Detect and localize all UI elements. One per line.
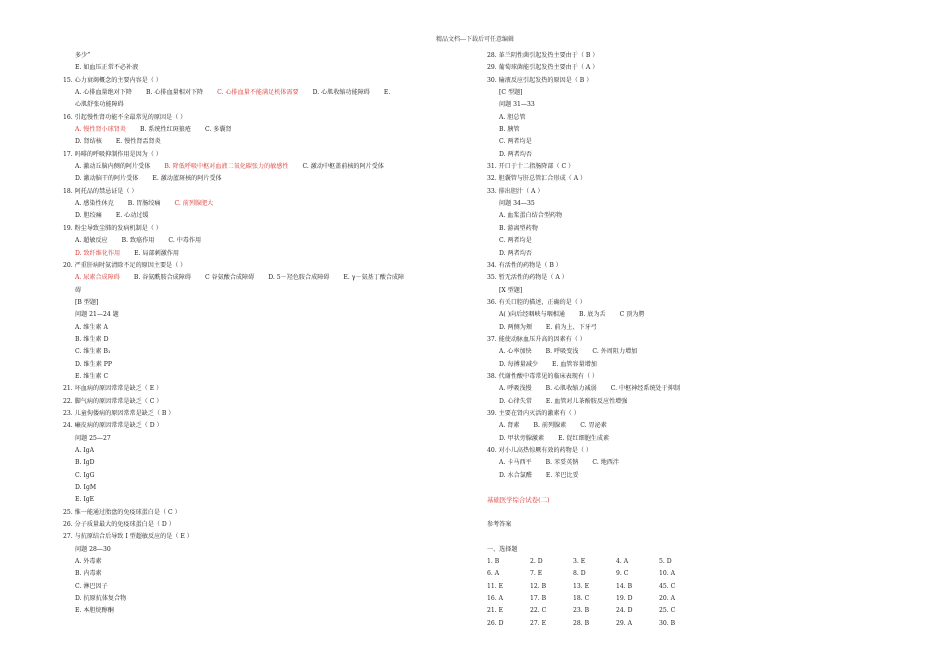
answer-row (487, 581, 887, 593)
option-text: D. 水合氯醛 (499, 471, 532, 479)
option-text: B. 呼吸变浅 (545, 348, 579, 356)
option-text: E. 激动蓝斑核的阿片受体 (152, 175, 222, 183)
answer-item: 22. C (530, 607, 547, 615)
answer-item: 29. A (616, 619, 633, 627)
text-line: B. 胰管 (499, 126, 520, 134)
reference-title: 参考答案 (487, 521, 512, 529)
answer-item: 30. B (659, 619, 676, 627)
text-line: E. 本胆烷醇酮 (75, 607, 114, 615)
answer-item: 2. D (530, 558, 543, 566)
option-text: D. 5－羟色胺合成障碍 (268, 274, 330, 282)
text-line: [B 型题] (75, 298, 99, 306)
option-text: E. 血管容量增加 (552, 360, 597, 368)
option-text: B. 系统性红斑狼疮 (139, 126, 191, 134)
answer-item: 6. A (487, 570, 500, 578)
text-line: 39. 主要在肾内灭活的激素有（ ） (487, 409, 580, 417)
text-line: 15. 心力衰竭概念的主要内容是（ ） (63, 76, 162, 84)
answer-item: 13. E (573, 582, 590, 590)
answer-item: 11. E (487, 582, 504, 590)
option-text: E. γ－氨基丁酸合成障 (343, 274, 405, 282)
text-line (487, 346, 887, 358)
option-text: D. 肾结核 (75, 138, 102, 146)
text-line: 27. 与抗原结合后导致 I 型超敏反应的是（ E ） (63, 533, 193, 541)
answer-item: 45. C (659, 582, 676, 590)
answer-grid (487, 556, 887, 630)
text-line: 18. 阿托品的禁忌证是（ ） (63, 187, 138, 195)
text-line: 35. 暂无活性的药物是（ A ） (487, 274, 568, 282)
text-line: 问题 28—30 (75, 545, 111, 553)
option-text: D. 心律失常 (499, 397, 532, 405)
option-text: C. 胃泌素 (580, 422, 607, 430)
text-line: 38. 代谢性酸中毒常见的临床表现有（ ） (487, 372, 599, 380)
option-text: A. 感染性休克 (75, 200, 114, 208)
right-questions (487, 50, 887, 482)
answer-row (487, 556, 887, 568)
highlighted-option: C. 心排血量不能满足机体需要 (217, 89, 299, 97)
option-text: A. 肾素 (499, 422, 520, 430)
text-line: E. 如血压正常不必补液 (75, 64, 139, 72)
text-line: 问题 34—35 (499, 200, 535, 208)
option-text: C. 地西泮 (592, 459, 619, 467)
text-line: A. 外毒素 (75, 558, 102, 566)
text-line (487, 383, 887, 395)
answer-item: 7. E (530, 570, 543, 578)
right-column (487, 50, 887, 630)
text-line: 问题 31—33 (499, 101, 535, 109)
option-text: C. 多囊肾 (204, 126, 232, 134)
answer-item: 18. C (573, 595, 590, 603)
option-text: E. (383, 89, 391, 97)
answer-item: 4. A (616, 558, 629, 566)
answer-item: 8. D (573, 570, 586, 578)
option-text: D. 心肌收缩功能障碍 (312, 89, 370, 97)
text-line: D. 两者均否 (499, 249, 532, 257)
text-line (487, 457, 887, 469)
text-line: 40. 对小儿高热惊厥有效的药物是（ ） (487, 447, 592, 454)
answers-title: 基础医学综合试卷(二) (487, 496, 550, 505)
option-text: C. 中枢神经系统处于抑制 (610, 385, 680, 393)
option-text: A. 心率加快 (499, 348, 532, 356)
option-text: C. 激动中枢盖前核的阿片受体 (302, 163, 384, 171)
option-text: B. 胃肠绞痛 (127, 200, 161, 208)
text-line: 多少” (75, 52, 91, 59)
text-line: A. 维生素 A (75, 323, 108, 331)
answer-item: 16. A (487, 595, 504, 603)
text-line: 37. 能使动脉血压升高的因素有（ ） (487, 335, 586, 343)
text-line: 25. 惟一能通过胎盘的免疫球蛋白是（ C ） (63, 508, 181, 516)
text-line: 问题 25—27 (75, 434, 111, 442)
text-line: 16. 引起慢性肾功能不全最常见的原因是（ ） (63, 113, 187, 121)
answer-row (487, 618, 887, 630)
text-line: 21. 坏血病的原因常常是缺乏（ E ） (63, 385, 163, 393)
option-text: C. 中毒作用 (168, 237, 202, 245)
text-line: C. IgG (75, 471, 95, 479)
option-text: A. 卡马西平 (499, 459, 532, 467)
option-text: B. 底为舌 (578, 311, 606, 319)
option-text: B. 前列腺素 (533, 422, 567, 430)
text-line: [X 型题] (499, 286, 523, 294)
answer-item: 19. D (616, 595, 633, 603)
text-line: 29. 葡萄球菌能引起发热主要由于（ A ） (487, 64, 599, 72)
highlighted-option: D. 致纤维化作用 (75, 249, 121, 257)
text-line: B. IgD (75, 459, 95, 467)
option-text: D. 甲状旁腺激素 (499, 434, 545, 442)
text-line: C. 维生素 B₁ (75, 348, 111, 356)
option-text: E. 前为上、下牙弓 (545, 323, 597, 331)
text-line (63, 124, 463, 136)
text-line: D. IgM (75, 484, 97, 492)
answer-item: 9. C (616, 570, 629, 578)
option-text: D. 胆绞痛 (75, 212, 102, 220)
answer-item: 3. E (573, 558, 586, 566)
text-line: 30. 输液反应引起发热的原因是（ B ） (487, 76, 593, 84)
text-line: B. 内毒素 (75, 570, 102, 578)
text-line: D. 两者均否 (499, 150, 532, 158)
option-text: B. 心排血量相对下降 (146, 89, 204, 97)
text-line (63, 235, 463, 247)
left-column (63, 50, 463, 618)
answer-item: 27. E (530, 619, 547, 627)
text-line: 33. 排出胆汁（ A ） (487, 187, 544, 195)
option-text: B. 苯妥英钠 (545, 459, 579, 467)
option-text: B. 心肌收缩力减弱 (545, 385, 597, 393)
option-text: D. 两侧为颊 (499, 323, 532, 331)
option-text: E. 慢性肾盂肾炎 (115, 138, 161, 146)
text-line: 28. 革兰阴性菌引起发热主要由于（ B ） (487, 52, 599, 59)
answer-row (487, 593, 887, 605)
text-line (63, 248, 463, 260)
text-line: A. 胆总管 (499, 113, 526, 121)
text-line: C. 两者均是 (499, 237, 532, 245)
text-line: C. 淋巴因子 (75, 582, 108, 590)
answer-item: 25. C (659, 607, 676, 615)
text-line: B. 游离型药物 (499, 224, 538, 232)
highlighted-option: A. 尿素合成障碍 (75, 274, 120, 282)
text-line: 17. 吗啡的呼吸抑制作用是因为（ ） (63, 150, 162, 158)
text-line (63, 136, 463, 148)
option-text: C. 外周阻力增加 (592, 348, 638, 356)
option-text: A. 呼吸浅慢 (499, 385, 532, 393)
option-text: E. 心动过缓 (115, 212, 149, 220)
answer-item: 12. B (530, 582, 547, 590)
option-text: E. 血管对儿茶酚胺反应性增强 (545, 397, 628, 405)
text-line: 心肌舒张功能障碍 (75, 101, 124, 109)
text-line: E. 维生素 C (75, 372, 109, 380)
text-line (487, 433, 887, 445)
text-line: A. IgA (75, 447, 94, 454)
text-line (63, 87, 463, 99)
option-text: A. 心排血量绝对下降 (75, 89, 133, 97)
text-line: E. IgE (75, 496, 95, 504)
answer-row (487, 605, 887, 617)
text-line: 23. 儿童佝偻病的原因常常是缺乏（ B ） (63, 409, 175, 417)
option-text: B. 致癌作用 (121, 237, 155, 245)
text-line: 20. 严重肝病时氨清除不足的原因主要是（ ） (63, 261, 187, 269)
answer-item: 21. E (487, 607, 504, 615)
section-title: 一、选择题 (487, 545, 518, 553)
text-line (63, 173, 463, 185)
highlighted-option: C. 前列腺肥大 (174, 200, 214, 208)
answer-item: 17. B (530, 595, 547, 603)
text-line: 32. 胆囊管与肝总管汇合形成（ A ） (487, 175, 587, 183)
text-line: 36. 有关口腔的描述，正确的是（ ） (487, 298, 586, 306)
text-line: B. 维生素 D (75, 335, 109, 343)
answer-row (487, 568, 887, 580)
answer-item: 24. D (616, 607, 633, 615)
option-text: A( )向后经咽峡与咽相通 (499, 311, 565, 319)
highlighted-option: B. 降低呼吸中枢对血液二氧化碳张力的敏感性 (164, 163, 289, 171)
answer-item: 28. B (573, 619, 590, 627)
option-text: E. 苯巴比妥 (545, 471, 579, 479)
text-line (63, 272, 463, 284)
text-line: D. 抗原抗体复合物 (75, 595, 127, 603)
text-line: C. 两者均是 (499, 138, 532, 146)
text-line: A. 血浆蛋白结合型药物 (499, 212, 563, 220)
text-line: 问题 21—24 题 (75, 311, 119, 319)
text-line (487, 470, 887, 482)
option-text: C 顶为腭 (619, 311, 645, 319)
answer-item: 14. B (616, 582, 633, 590)
text-line (487, 309, 887, 321)
text-line (63, 198, 463, 210)
text-line (63, 161, 463, 173)
option-text: C 谷氨酸合成障碍 (204, 274, 255, 282)
answer-item: 1. B (487, 558, 500, 566)
option-text: D. 激动脑干的阿片受体 (75, 175, 139, 183)
text-line (63, 210, 463, 222)
highlighted-option: A. 慢性肾小球肾炎 (75, 126, 126, 134)
option-text: E. 局部刺激作用 (134, 249, 179, 257)
option-text: B. 谷氨酰胺合成障碍 (133, 274, 191, 282)
text-line: 34. 有活性的药物是（ B ） (487, 261, 562, 269)
text-line (487, 420, 887, 432)
text-line: 31. 开口于十二指肠降部（ C ） (487, 163, 575, 171)
answer-item: 10. A (659, 570, 676, 578)
option-text: E. 促红细胞生成素 (558, 434, 610, 442)
text-line: D. 维生素 PP (75, 360, 112, 368)
option-text: A. 激动丘脑内侧的阿片受体 (75, 163, 151, 171)
text-line: 碍 (75, 286, 82, 294)
option-text: D. 每搏量减少 (499, 360, 539, 368)
text-line: [C 型题] (499, 89, 523, 97)
text-line: 19. 粉尘导致尘肺的发病机制是（ ） (63, 224, 162, 232)
text-line: 22. 脚气病的原因常常是缺乏（ C ） (63, 397, 163, 405)
answer-item: 5. D (659, 558, 672, 566)
text-line (487, 396, 887, 408)
text-line (487, 359, 887, 371)
answer-item: 23. B (573, 607, 590, 615)
answer-item: 20. A (659, 595, 676, 603)
text-line: 26. 分子质量最大的免疫球蛋白是（ D ） (63, 521, 175, 529)
text-line (487, 322, 887, 334)
text-line: 24. 癞皮病的原因常常是缺乏（ D ） (63, 422, 163, 430)
option-text: A. 超敏反应 (75, 237, 108, 245)
answer-item: 26. D (487, 619, 504, 627)
page-header: 精品文档---下载后可任意编辑 (435, 36, 515, 43)
